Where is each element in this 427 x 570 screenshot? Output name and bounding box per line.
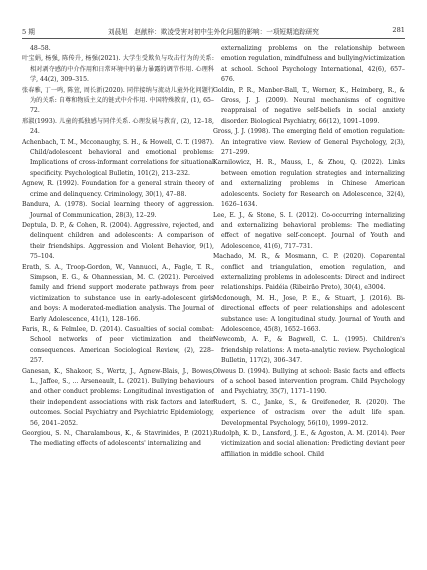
reference-entry: Gross, J. J. (1998). The emerging field of emotion regulation: An integrative view. Review of General Psychology, 2(3), 271–299. xyxy=(213,128,405,157)
reference-entry: Achenbach, T. M., Mcconaughy, S. H., & Howell, C. T. (1987). Child/adolescent behavioral and emotional problems: Implications of cross-informant correlations for situational specificity. Psychological Bulletin, 101(2), 213–232. xyxy=(22,138,214,177)
header-rule xyxy=(22,38,405,39)
reference-entry: Erath, S. A., Troop-Gordon, W., Vannucci, A., Fagle, T. R., Simpson, E. G., & Ohannessian, M. C. (2021). Perceived family and friend support moderate pathways from peer victimization to substance use in early-adolescent girls and boys: A moderated-mediation analysis. The Journal of Early Adolescence, 41(1), 128–166. xyxy=(22,263,214,323)
reference-entry: Ganesan, K., Shakoor, S., Wertz, J., Agnew-Blais, J., Bowes, L., Jaffee, S., ... Arseneault, L. (2021). Bullying behaviours and other conduct problems: Longitudinal investigation of their independent associations with risk factors and later outcomes. Social Psychiatry and Psychiatric Epidemiology, 56, 2041–2052. xyxy=(22,367,214,427)
reference-entry: 张春雅, 丁一鸣, 陈萱, 周长新(2020). 同伴接纳与流动儿童外化问题行为的关系: 自尊和物质主义的链式中介作用. 中国特殊教育, (1), 65–72. xyxy=(22,86,214,115)
reference-entry: 叶宝娟, 杨强, 陈传升, 杨强(2021). 大学生受欺负与攻击行为的关系: 相对剥夺感的中介作用和日常环境中的暴力暴露的调节作用. 心理科学, 44(2), 309–315. xyxy=(22,55,214,84)
reference-entry: Bandura, A. (1978). Social learning theory of aggression. Journal of Communication, 28(3), 12–29. xyxy=(22,201,214,219)
running-title: 刘晨旭 赵献梓：欺凌受害对初中生外化问题的影响：一项短期追踪研究 xyxy=(108,28,319,36)
reference-entry: 邢淑(1993). 儿童的孤独感与同伴关系. 心理发展与教育, (2), 12–18, 24. xyxy=(22,117,214,136)
reference-entry: Olweus D. (1994). Bullying at school: Basic facts and effects of a school based intervention program. Child Psychology and Psychiatry, 35(7), 1171–1190. xyxy=(213,367,405,396)
reference-entry: Agnew, R. (1992). Foundation for a general strain theory of crime and delinquency. Criminology, 30(1), 47–88. xyxy=(22,180,214,198)
reference-entry: Machado, M. R., & Mosmann, C. P. (2020). Coparental conflict and triangulation, emotion regulation, and externalizing problems in adolescents: Direct and indirect relationships. Paidéia (Ribeirão Preto), 30(4), e3004. xyxy=(213,253,405,292)
running-header xyxy=(22,26,405,38)
reference-entry: Rudert, S. C., Janke, S., & Greifeneder, R. (2020). The experience of ostracism over the adult life span. Developmental Psychology, 56(10), 1999–2012. xyxy=(213,398,405,427)
reference-continuation: externalizing problems on the relationship between emotion regulation, mindfulness and bullying/victimization at school. School Psychology International, 42(6), 657–676. xyxy=(221,45,405,84)
references-left-column xyxy=(22,44,214,554)
reference-continuation: 48–58. xyxy=(30,45,51,52)
reference-entry: Deptula, D. P., & Cohen, R. (2004). Aggressive, rejected, and delinquent children and adolescents: A comparison of their friendships. Aggression and Violent Behavior, 9(1), 75–104. xyxy=(22,221,214,261)
reference-entry: Rudolph, K. D., Lansford, J. E., & Agoston, A. M. (2014). Peer victimization and social alienation: Predicting deviant peer affiliation in middle school. Child xyxy=(213,430,405,458)
reference-entry: Faris, R., & Felmlee, D. (2014). Casualties of social combat: School networks of peer victimization and their consequences. American Sociological Review, (2), 228–257. xyxy=(22,325,214,365)
issue-number: 5 期 xyxy=(22,28,35,36)
reference-entry: Goldin, P. R., Manber-Ball, T., Werner, K., Heimberg, R., & Gross, J. J. (2009). Neural mechanisms of cognitive reappraisal of negative self-beliefs in social anxiety disorder. Biological Psychiatry, 66(12), 1091–1099. xyxy=(213,86,405,125)
reference-entry: Karnilowicz, H. R., Mauss, I., & Zhou, Q. (2022). Links between emotion regulation strategies and internalizing and externalizing problems in Chinese American adolescents. Society for Research on Adolescence, 32(4), 1626–1634. xyxy=(213,159,405,209)
reference-entry: Lee, E. J., & Stone, S. I. (2012). Co-occurring internalizing and externalizing behavioral problems: The mediating effect of negative self-concept. Journal of Youth and Adolescence, 41(6), 717–731. xyxy=(213,211,405,250)
reference-entry: Newcomb, A. F., & Bagwell, C. L. (1995). Children's friendship relations: A meta-analytic review. Psychological Bulletin, 117(2), 306–347. xyxy=(213,336,405,365)
reference-entry: Georgiou, S. N., Charalambous, K., & Stavrinides, P. (2021). The mediating effects of adolescents' internalizing and xyxy=(22,430,214,448)
page-number: 281 xyxy=(392,26,405,34)
references-right-column xyxy=(213,44,405,554)
reference-entry: Mcdonough, M. H., Jose, P. E., & Stuart, J. (2016). Bi-directional effects of peer relationships and adolescent substance use: A longitudinal study. Journal of Youth and Adolescence, 45(8), 1652–1663. xyxy=(213,294,405,333)
